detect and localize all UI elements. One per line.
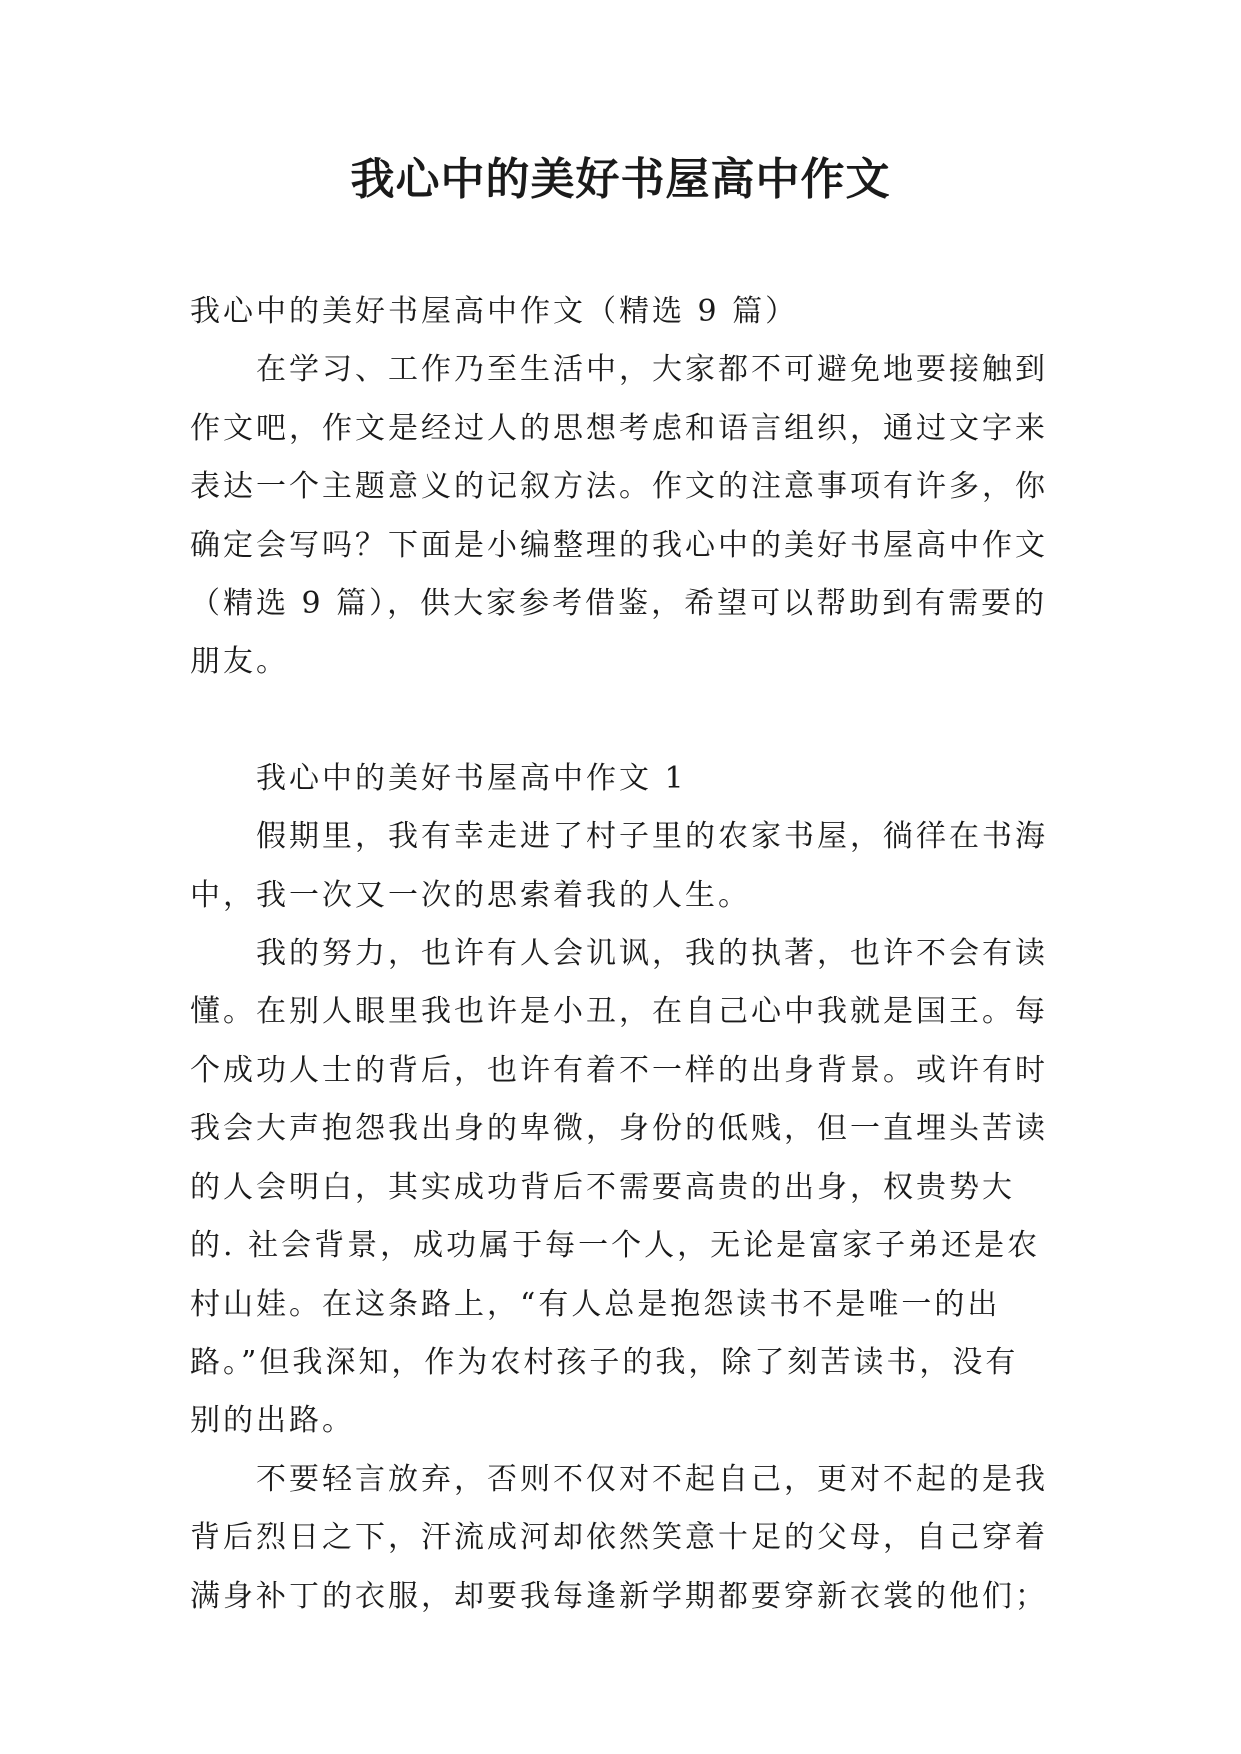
body-paragraph: 我的努力，也许有人会讥讽，我的执著，也许不会有读懂。在别人眼里我也许是小丑，在自己心中我就是国王。每个成功人士的背后，也许有着不一样的出身背景。或许有时我会大声抱怨我出身的卑微，身份的低贱，但一直埋头苦读的人会明白，其实成功背后不需要高贵的出身，权贵势大的. 社会背景，成功属于每一个人，无论是富家子弟还是农村山娃。在这条路上，“有人总是抱怨读书不是唯一的出路。”但我深知，作为农村孩子的我，除了刻苦读书，没有别的出路。 <box>190 936 1048 1439</box>
intro-paragraph: 在学习、工作乃至生活中，大家都不可避免地要接触到作文吧，作文是经过人的思想考虑和语言组织，通过文字来表达一个主题意义的记叙方法。作文的注意事项有许多，你确定会写吗？下面是小编整理的我心中的美好书屋高中作文（精选 9 篇），供大家参考借鉴，希望可以帮助到有需要的朋友。 <box>190 352 1048 680</box>
document-title: 我心中的美好书屋高中作文 <box>350 154 891 205</box>
document-subtitle: 我心中的美好书屋高中作文（精选 9 篇） <box>190 294 799 329</box>
body-paragraph: 不要轻言放弃，否则不仅对不起自己，更对不起的是我背后烈日之下，汗流成河却依然笑意十足的父母，自己穿着满身补丁的衣服，却要我每逢新学期都要穿新衣裳的他们； <box>190 1461 1048 1614</box>
paragraph-spacer <box>190 692 1050 750</box>
section-heading: 我心中的美好书屋高中作文 1 <box>256 760 687 796</box>
body-paragraph: 假期里，我有幸走进了村子里的农家书屋，徜徉在书海中，我一次又一次的思索着我的人生。 <box>190 819 1048 913</box>
document-body <box>190 283 1050 1626</box>
